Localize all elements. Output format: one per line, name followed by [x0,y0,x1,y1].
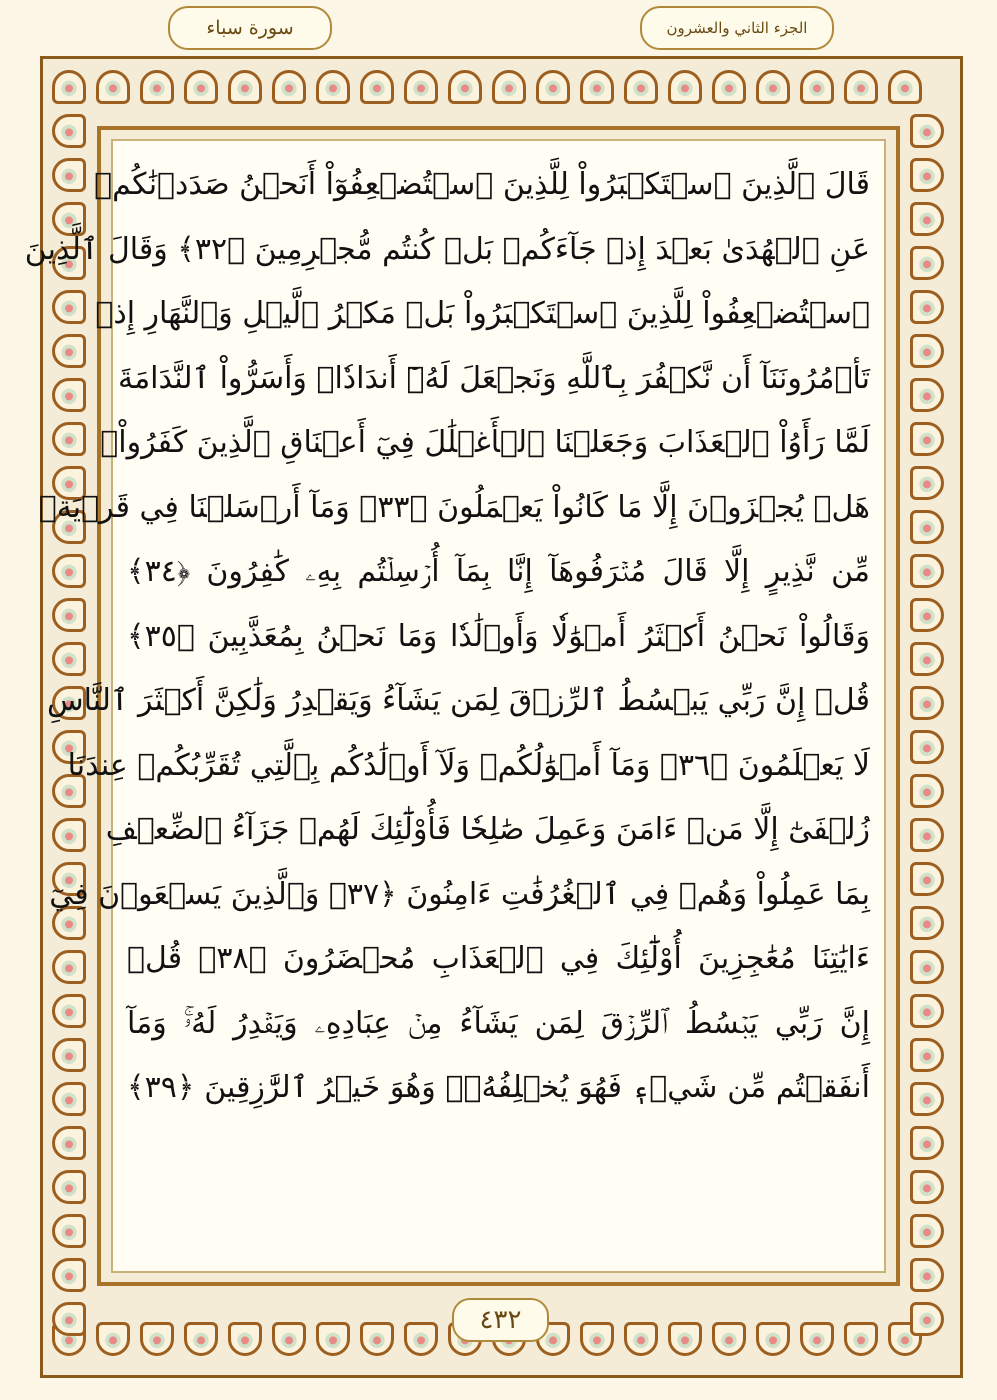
frame-ornament-tile [756,70,790,104]
frame-ornament-tile [910,334,944,368]
text-line-1: قَالَ ٱلَّذِينَ ٱسۡتَكۡبَرُواْ لِلَّذِينَ ٱسۡتُضۡعِفُوٓاْ أَنَحۡنُ صَدَدۡنَٰكُمۡ [94,167,870,202]
frame-ornament-tile [52,1038,86,1072]
text-line-15: أَنفَقۡتُم مِّن شَيۡءٖ فَهُوَ يُخۡلِفُهُۥۖ وَهُوَ خَيۡرُ ٱلرَّٰزِقِينَ ﴿٣٩﴾ [127,1070,870,1105]
frame-ornament-tile [360,1322,394,1356]
frame-ornament-tile [888,70,922,104]
frame-ornament-tile [910,642,944,676]
frame-ornament-tile [52,378,86,412]
text-line-5: لَمَّا رَأَوُاْ ٱلۡعَذَابَ وَجَعَلۡنَا ٱلۡأَغۡلَٰلَ فِيٓ أَعۡنَاقِ ٱلَّذِينَ كَفَرُواْۚ [100,425,870,460]
frame-ornament-tile [800,70,834,104]
frame-ornament-tile [712,1322,746,1356]
frame-ornament-tile [800,1322,834,1356]
text-line-6: هَلۡ يُجۡزَوۡنَ إِلَّا مَا كَانُواْ يَعۡمَلُونَ ﴿٣٣﴾ وَمَآ أَرۡسَلۡنَا فِي قَرۡيَةٖ [38,489,870,525]
text-line-13: ءَايَٰتِنَا مُعَٰجِزِينَ أُوْلَٰٓئِكَ فِي ٱلۡعَذَابِ مُحۡضَرُونَ ﴿٣٨﴾ قُلۡ [127,941,870,976]
frame-ornament-tile [404,70,438,104]
frame-ornament-tile [52,1170,86,1204]
frame-ornament-tile [52,1082,86,1116]
frame-ornament-tile [52,598,86,632]
frame-ornament-tile [910,1302,944,1336]
frame-ornament-tile [624,70,658,104]
text-line-11: زُلۡفَىٰٓ إِلَّا مَنۡ ءَامَنَ وَعَمِلَ صَٰلِحٗا فَأُوْلَٰٓئِكَ لَهُمۡ جَزَآءُ ٱلضِّعۡفِ [105,812,870,847]
frame-ornament-tile [52,290,86,324]
text-line-12: بِمَا عَمِلُواْ وَهُمۡ فِي ٱلۡغُرُفَٰتِ ءَامِنُونَ ﴿٣٧﴾ وَٱلَّذِينَ يَسۡعَوۡنَ فِيٓ [49,876,870,912]
juz-title: الجزء الثاني والعشرون [640,6,834,50]
frame-ornament-tile [580,1322,614,1356]
frame-ornament-tile [844,70,878,104]
frame-ornament-tile [360,70,394,104]
text-line-7: مِّن نَّذِيرٍ إِلَّا قَالَ مُتۡرَفُوهَآ إِنَّا بِمَآ أُرۡسِلۡتُم بِهِۦ كَٰفِرُونَ ﴿٣٤﴾ [127,554,870,589]
surah-title: سورة سباء [168,6,332,50]
frame-ornament-tile [52,422,86,456]
frame-ornament-tile [52,70,86,104]
frame-ornament-tile [492,70,526,104]
frame-ornament-tile [910,862,944,896]
frame-ornament-tile [910,114,944,148]
frame-ornament-tile [910,1082,944,1116]
frame-ornament-tile [96,1322,130,1356]
frame-ornament-tile [910,378,944,412]
frame-ornament-tile [140,1322,174,1356]
frame-ornament-tile [910,158,944,192]
frame-ornament-tile [228,1322,262,1356]
frame-ornament-tile [52,158,86,192]
frame-ornament-tile [910,246,944,280]
quran-page-text-area [24,139,886,1273]
frame-ornament-tile [910,510,944,544]
frame-ornament-tile [910,202,944,236]
frame-ornament-tile [910,774,944,808]
frame-ornament-tile [910,818,944,852]
frame-ornament-tile [316,1322,350,1356]
frame-ornament-tile [910,1038,944,1072]
frame-ornament-tile [910,1214,944,1248]
frame-ornament-tile [404,1322,438,1356]
frame-ornament-tile [52,1258,86,1292]
frame-ornament-tile [52,950,86,984]
text-line-14: إِنَّ رَبِّي يَبۡسُطُ ٱلرِّزۡقَ لِمَن يَشَآءُ مِنۡ عِبَادِهِۦ وَيَقۡدِرُ لَهُۥۚ وَمَآ [127,1005,870,1041]
frame-ornament-tile [910,686,944,720]
frame-ornament-tile [668,70,702,104]
frame-ornament-tile [756,1322,790,1356]
frame-ornament-tile [910,1258,944,1292]
frame-ornament-tile [910,466,944,500]
frame-ornament-tile [184,70,218,104]
frame-ornament-tile [910,730,944,764]
frame-ornament-tile [712,70,746,104]
frame-ornament-tile [52,1126,86,1160]
frame-ornament-tile [96,70,130,104]
frame-ornament-tile [910,906,944,940]
frame-ornament-tile [184,1322,218,1356]
frame-ornament-tile [52,1302,86,1336]
frame-ornament-tile [52,554,86,588]
frame-ornament-tile [52,114,86,148]
frame-ornament-tile [316,70,350,104]
frame-ornament-tile [844,1322,878,1356]
text-line-8: وَقَالُواْ نَحۡنُ أَكۡثَرُ أَمۡوَٰلٗا وَأَوۡلَٰدٗا وَمَا نَحۡنُ بِمُعَذَّبِينَ ﴿٣٥﴾ [127,618,870,654]
frame-ornament-tile [910,950,944,984]
frame-ornament-tile [52,334,86,368]
frame-ornament-tile [910,1126,944,1160]
frame-ornament-tile [52,818,86,852]
frame-ornament-tile [910,422,944,456]
frame-ornament-tile [910,994,944,1028]
frame-ornament-tile [910,554,944,588]
frame-ornament-tile [910,598,944,632]
frame-ornament-tile [272,1322,306,1356]
page-number: ٤٣٢ [452,1298,549,1342]
frame-ornament-tile [448,70,482,104]
frame-ornament-tile [910,1170,944,1204]
text-line-4: تَأۡمُرُونَنَآ أَن نَّكۡفُرَ بِٱللَّهِ وَنَجۡعَلَ لَهُۥٓ أَندَادٗاۚ وَأَسَرُّواْ ٱلنَّدَامَةَ [118,360,870,396]
frame-ornament-tile [580,70,614,104]
text-line-3: ٱسۡتُضۡعِفُواْ لِلَّذِينَ ٱسۡتَكۡبَرُواْ بَلۡ مَكۡرُ ٱلَّيۡلِ وَٱلنَّهَارِ إِذۡ [95,296,870,331]
frame-ornament-tile [228,70,262,104]
text-line-9: قُلۡ إِنَّ رَبِّي يَبۡسُطُ ٱلرِّزۡقَ لِمَن يَشَآءُ وَيَقۡدِرُ وَلَٰكِنَّ أَكۡثَرَ ٱلنَّاسِ [46,683,870,718]
frame-ornament-tile [52,1214,86,1248]
frame-ornament-tile [536,70,570,104]
frame-ornament-tile [140,70,174,104]
verse-lines [24,153,870,1121]
text-line-10: لَا يَعۡلَمُونَ ﴿٣٦﴾ وَمَآ أَمۡوَٰلُكُمۡ وَلَآ أَوۡلَٰدُكُم بِٱلَّتِي تُقَرِّبُكُمۡ عِندَنَا [67,747,870,783]
text-line-2: عَنِ ٱلۡهُدَىٰ بَعۡدَ إِذۡ جَآءَكُمۖ بَلۡ كُنتُم مُّجۡرِمِينَ ﴿٣٢﴾ وَقَالَ ٱلَّذِينَ [24,231,870,267]
frame-ornament-tile [668,1322,702,1356]
frame-ornament-tile [910,290,944,324]
frame-ornament-tile [272,70,306,104]
frame-ornament-tile [624,1322,658,1356]
frame-ornament-tile [52,994,86,1028]
